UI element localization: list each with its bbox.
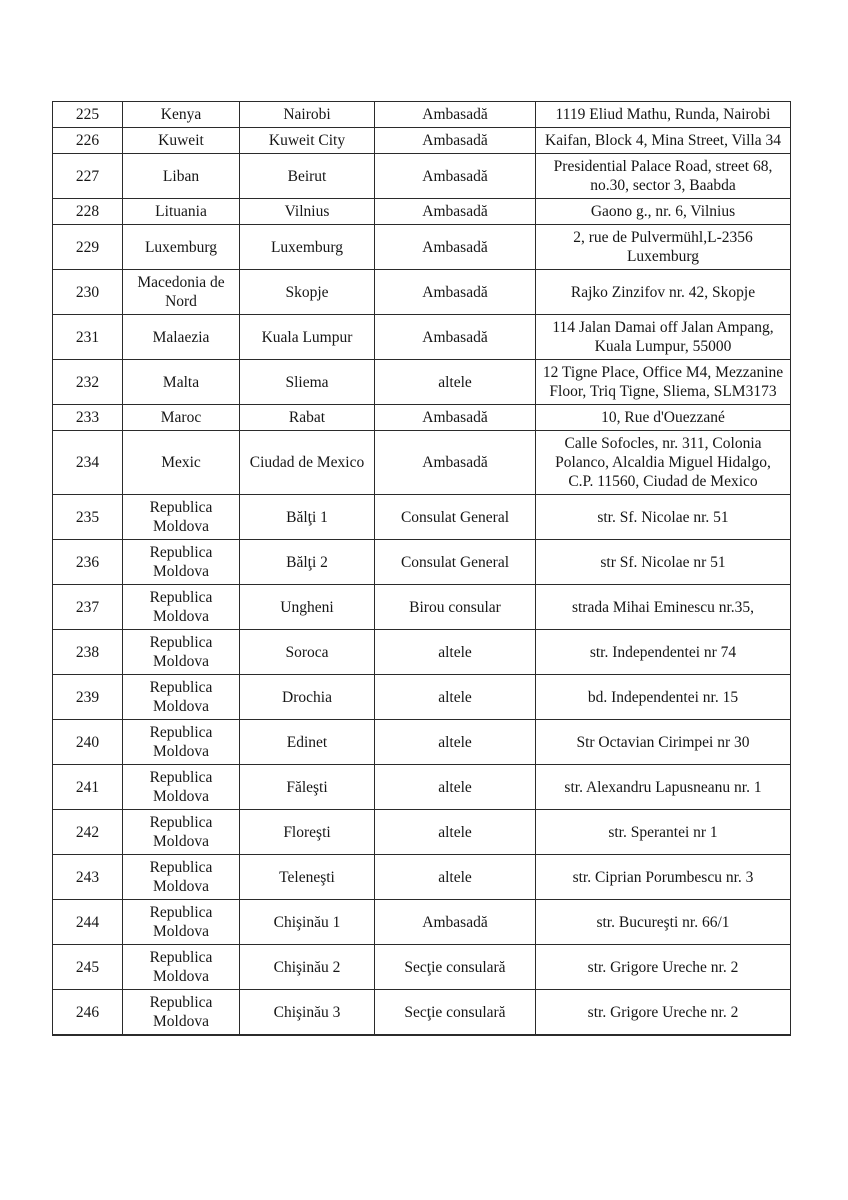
cell-country: Republica Moldova xyxy=(123,900,240,945)
cell-mission-type: Ambasadă xyxy=(375,431,536,495)
cell-city: Luxemburg xyxy=(240,225,375,270)
cell-country: Republica Moldova xyxy=(123,945,240,990)
cell-row-number: 226 xyxy=(53,128,123,154)
cell-address: str. Bucureşti nr. 66/1 xyxy=(536,900,791,945)
cell-address: str. Ciprian Porumbescu nr. 3 xyxy=(536,855,791,900)
cell-row-number: 246 xyxy=(53,990,123,1036)
cell-country: Republica Moldova xyxy=(123,495,240,540)
table-row xyxy=(53,199,791,225)
table-row xyxy=(53,495,791,540)
cell-country: Republica Moldova xyxy=(123,855,240,900)
cell-address: Rajko Zinzifov nr. 42, Skopje xyxy=(536,270,791,315)
cell-city: Chişinău 3 xyxy=(240,990,375,1036)
cell-country: Republica Moldova xyxy=(123,720,240,765)
cell-row-number: 241 xyxy=(53,765,123,810)
table-row xyxy=(53,765,791,810)
cell-row-number: 233 xyxy=(53,405,123,431)
table-row xyxy=(53,225,791,270)
cell-country: Mexic xyxy=(123,431,240,495)
table-body xyxy=(53,102,791,1036)
cell-city: Sliema xyxy=(240,360,375,405)
cell-row-number: 236 xyxy=(53,540,123,585)
cell-mission-type: Ambasadă xyxy=(375,405,536,431)
cell-mission-type: Ambasadă xyxy=(375,225,536,270)
cell-address: 114 Jalan Damai off Jalan Ampang, Kuala Lumpur, 55000 xyxy=(536,315,791,360)
cell-mission-type: Secţie consulară xyxy=(375,945,536,990)
cell-mission-type: altele xyxy=(375,630,536,675)
cell-row-number: 227 xyxy=(53,154,123,199)
cell-country: Luxemburg xyxy=(123,225,240,270)
cell-mission-type: altele xyxy=(375,675,536,720)
cell-address: str. Independentei nr 74 xyxy=(536,630,791,675)
cell-country: Republica Moldova xyxy=(123,540,240,585)
table-row xyxy=(53,900,791,945)
cell-country: Republica Moldova xyxy=(123,990,240,1036)
cell-city: Nairobi xyxy=(240,102,375,128)
table-row xyxy=(53,675,791,720)
cell-address: strada Mihai Eminescu nr.35, xyxy=(536,585,791,630)
cell-country: Kenya xyxy=(123,102,240,128)
table-row xyxy=(53,945,791,990)
table-row xyxy=(53,585,791,630)
cell-city: Bălţi 1 xyxy=(240,495,375,540)
cell-row-number: 231 xyxy=(53,315,123,360)
cell-address: 1119 Eliud Mathu, Runda, Nairobi xyxy=(536,102,791,128)
cell-row-number: 243 xyxy=(53,855,123,900)
cell-address: str. Sf. Nicolae nr. 51 xyxy=(536,495,791,540)
table-row xyxy=(53,128,791,154)
table-row xyxy=(53,540,791,585)
cell-city: Drochia xyxy=(240,675,375,720)
cell-mission-type: altele xyxy=(375,360,536,405)
cell-address: str. Alexandru Lapusneanu nr. 1 xyxy=(536,765,791,810)
cell-row-number: 242 xyxy=(53,810,123,855)
cell-mission-type: altele xyxy=(375,765,536,810)
cell-mission-type: Secţie consulară xyxy=(375,990,536,1036)
cell-city: Soroca xyxy=(240,630,375,675)
table-row xyxy=(53,810,791,855)
cell-country: Liban xyxy=(123,154,240,199)
cell-address: 2, rue de Pulvermühl,L-2356 Luxemburg xyxy=(536,225,791,270)
cell-address: Presidential Palace Road, street 68, no.30, sector 3, Baabda xyxy=(536,154,791,199)
cell-row-number: 229 xyxy=(53,225,123,270)
cell-city: Bălţi 2 xyxy=(240,540,375,585)
cell-city: Teleneşti xyxy=(240,855,375,900)
cell-address: Gaono g., nr. 6, Vilnius xyxy=(536,199,791,225)
cell-country: Republica Moldova xyxy=(123,810,240,855)
cell-country: Macedonia de Nord xyxy=(123,270,240,315)
cell-city: Chişinău 2 xyxy=(240,945,375,990)
cell-country: Republica Moldova xyxy=(123,675,240,720)
cell-mission-type: Ambasadă xyxy=(375,315,536,360)
table-row xyxy=(53,630,791,675)
table-row xyxy=(53,360,791,405)
table-row xyxy=(53,315,791,360)
cell-address: str. Sperantei nr 1 xyxy=(536,810,791,855)
cell-country: Kuweit xyxy=(123,128,240,154)
cell-city: Floreşti xyxy=(240,810,375,855)
cell-row-number: 239 xyxy=(53,675,123,720)
cell-country: Maroc xyxy=(123,405,240,431)
table-row xyxy=(53,990,791,1036)
cell-address: str. Grigore Ureche nr. 2 xyxy=(536,945,791,990)
cell-mission-type: Ambasadă xyxy=(375,199,536,225)
cell-mission-type: Ambasadă xyxy=(375,270,536,315)
table-row xyxy=(53,270,791,315)
cell-address: Calle Sofocles, nr. 311, Colonia Polanco, Alcaldia Miguel Hidalgo, C.P. 11560, Ciudad de Mexico xyxy=(536,431,791,495)
cell-country: Lituania xyxy=(123,199,240,225)
cell-row-number: 240 xyxy=(53,720,123,765)
diplomatic-missions-table xyxy=(52,101,791,1036)
table-row xyxy=(53,720,791,765)
cell-city: Ungheni xyxy=(240,585,375,630)
cell-country: Republica Moldova xyxy=(123,630,240,675)
cell-city: Kuala Lumpur xyxy=(240,315,375,360)
cell-country: Malta xyxy=(123,360,240,405)
cell-city: Chişinău 1 xyxy=(240,900,375,945)
table-row xyxy=(53,855,791,900)
cell-row-number: 232 xyxy=(53,360,123,405)
cell-city: Edinet xyxy=(240,720,375,765)
cell-mission-type: Ambasadă xyxy=(375,154,536,199)
cell-mission-type: altele xyxy=(375,810,536,855)
cell-address: 10, Rue d'Ouezzané xyxy=(536,405,791,431)
cell-row-number: 230 xyxy=(53,270,123,315)
table-row xyxy=(53,431,791,495)
cell-address: str Sf. Nicolae nr 51 xyxy=(536,540,791,585)
cell-country: Malaezia xyxy=(123,315,240,360)
cell-row-number: 234 xyxy=(53,431,123,495)
cell-row-number: 225 xyxy=(53,102,123,128)
cell-row-number: 228 xyxy=(53,199,123,225)
cell-city: Beirut xyxy=(240,154,375,199)
table-row xyxy=(53,102,791,128)
cell-mission-type: Ambasadă xyxy=(375,900,536,945)
cell-city: Rabat xyxy=(240,405,375,431)
cell-address: bd. Independentei nr. 15 xyxy=(536,675,791,720)
table-row xyxy=(53,154,791,199)
cell-city: Vilnius xyxy=(240,199,375,225)
cell-address: str. Grigore Ureche nr. 2 xyxy=(536,990,791,1036)
cell-city: Ciudad de Mexico xyxy=(240,431,375,495)
cell-row-number: 244 xyxy=(53,900,123,945)
cell-mission-type: Ambasadă xyxy=(375,102,536,128)
cell-mission-type: altele xyxy=(375,855,536,900)
cell-row-number: 237 xyxy=(53,585,123,630)
cell-row-number: 245 xyxy=(53,945,123,990)
cell-country: Republica Moldova xyxy=(123,765,240,810)
cell-city: Skopje xyxy=(240,270,375,315)
cell-address: Kaifan, Block 4, Mina Street, Villa 34 xyxy=(536,128,791,154)
table-row xyxy=(53,405,791,431)
cell-mission-type: Consulat General xyxy=(375,495,536,540)
cell-city: Kuweit City xyxy=(240,128,375,154)
cell-address: 12 Tigne Place, Office M4, Mezzanine Floor, Triq Tigne, Sliema, SLM3173 xyxy=(536,360,791,405)
cell-mission-type: Consulat General xyxy=(375,540,536,585)
cell-row-number: 238 xyxy=(53,630,123,675)
cell-mission-type: altele xyxy=(375,720,536,765)
cell-mission-type: Ambasadă xyxy=(375,128,536,154)
cell-address: Str Octavian Cirimpei nr 30 xyxy=(536,720,791,765)
cell-city: Făleşti xyxy=(240,765,375,810)
cell-mission-type: Birou consular xyxy=(375,585,536,630)
cell-row-number: 235 xyxy=(53,495,123,540)
cell-country: Republica Moldova xyxy=(123,585,240,630)
